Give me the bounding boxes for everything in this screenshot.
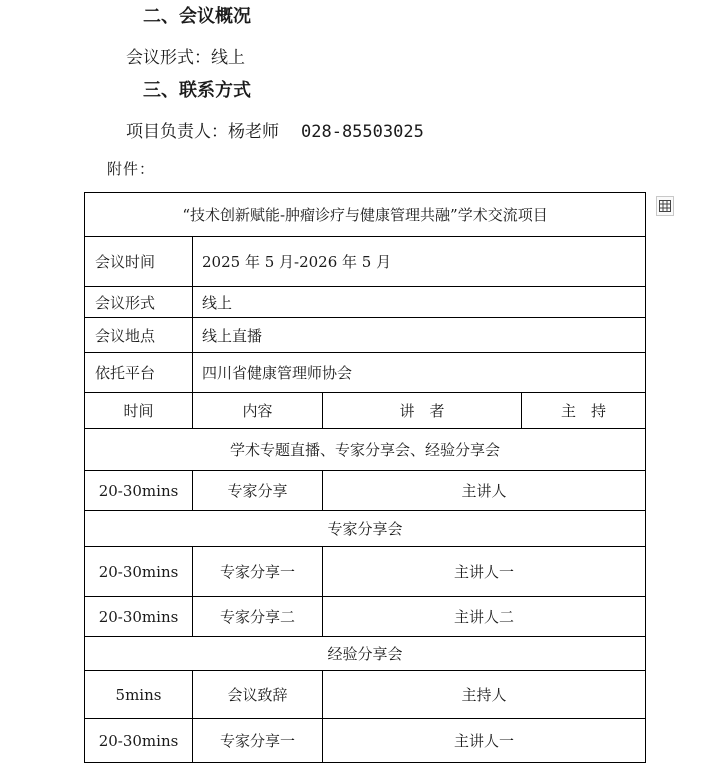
- info-row-mode: [85, 287, 646, 318]
- info-label: 会议地点: [85, 318, 193, 353]
- table-handle-icon[interactable]: [656, 196, 674, 216]
- session-title-row: [85, 637, 646, 671]
- row-time: 20-30mins: [85, 547, 193, 597]
- info-label: 会议形式: [85, 287, 193, 318]
- info-label: 依托平台: [85, 353, 193, 393]
- row-time: 5mins: [85, 671, 193, 719]
- row-speaker: 主持人: [323, 671, 646, 719]
- row-time: 20-30mins: [85, 471, 193, 511]
- table-row: [85, 671, 646, 719]
- info-value: 四川省健康管理师协会: [193, 353, 646, 393]
- row-content: 专家分享一: [193, 547, 323, 597]
- overview-heading: 二、会议概况: [143, 6, 251, 27]
- info-label: 会议时间: [85, 237, 193, 287]
- info-value: 2025 年 5 月-2026 年 5 月: [193, 237, 646, 287]
- session-title-row: [85, 429, 646, 471]
- header-time: 时间: [85, 393, 193, 429]
- header-content: 内容: [193, 393, 323, 429]
- contact-line: [126, 117, 424, 142]
- row-content: 专家分享一: [193, 719, 323, 763]
- attachment-label: 附件：: [107, 160, 156, 178]
- column-header-row: [85, 393, 646, 429]
- table-row: [85, 719, 646, 763]
- session-title-row: [85, 511, 646, 547]
- info-value: 线上直播: [193, 318, 646, 353]
- row-content: 专家分享: [193, 471, 323, 511]
- contact-heading: 三、联系方式: [143, 80, 251, 101]
- table-row: [85, 547, 646, 597]
- table-row: [85, 597, 646, 637]
- contact-phone: 028-85503025: [301, 122, 424, 142]
- header-speaker: 讲 者: [323, 393, 522, 429]
- row-speaker: 主讲人一: [323, 719, 646, 763]
- meeting-mode-line: 会议形式：线上: [126, 48, 245, 68]
- row-speaker: 主讲人二: [323, 597, 646, 637]
- row-speaker: 主讲人: [323, 471, 646, 511]
- contact-person: 项目负责人：杨老师: [126, 122, 279, 142]
- info-value: 线上: [193, 287, 646, 318]
- table-row: [85, 471, 646, 511]
- session-title: 学术专题直播、专家分享会、经验分享会: [85, 429, 646, 471]
- info-row-platform: [85, 353, 646, 393]
- schedule-table: [84, 192, 646, 763]
- header-host: 主 持: [522, 393, 646, 429]
- row-time: 20-30mins: [85, 719, 193, 763]
- table-title: “技术创新赋能-肿瘤诊疗与健康管理共融”学术交流项目: [85, 193, 646, 237]
- row-content: 专家分享二: [193, 597, 323, 637]
- session-title: 专家分享会: [85, 511, 646, 547]
- row-speaker: 主讲人一: [323, 547, 646, 597]
- info-row-location: [85, 318, 646, 353]
- row-time: 20-30mins: [85, 597, 193, 637]
- row-content: 会议致辞: [193, 671, 323, 719]
- info-row-time: [85, 237, 646, 287]
- table-title-row: [85, 193, 646, 237]
- session-title: 经验分享会: [85, 637, 646, 671]
